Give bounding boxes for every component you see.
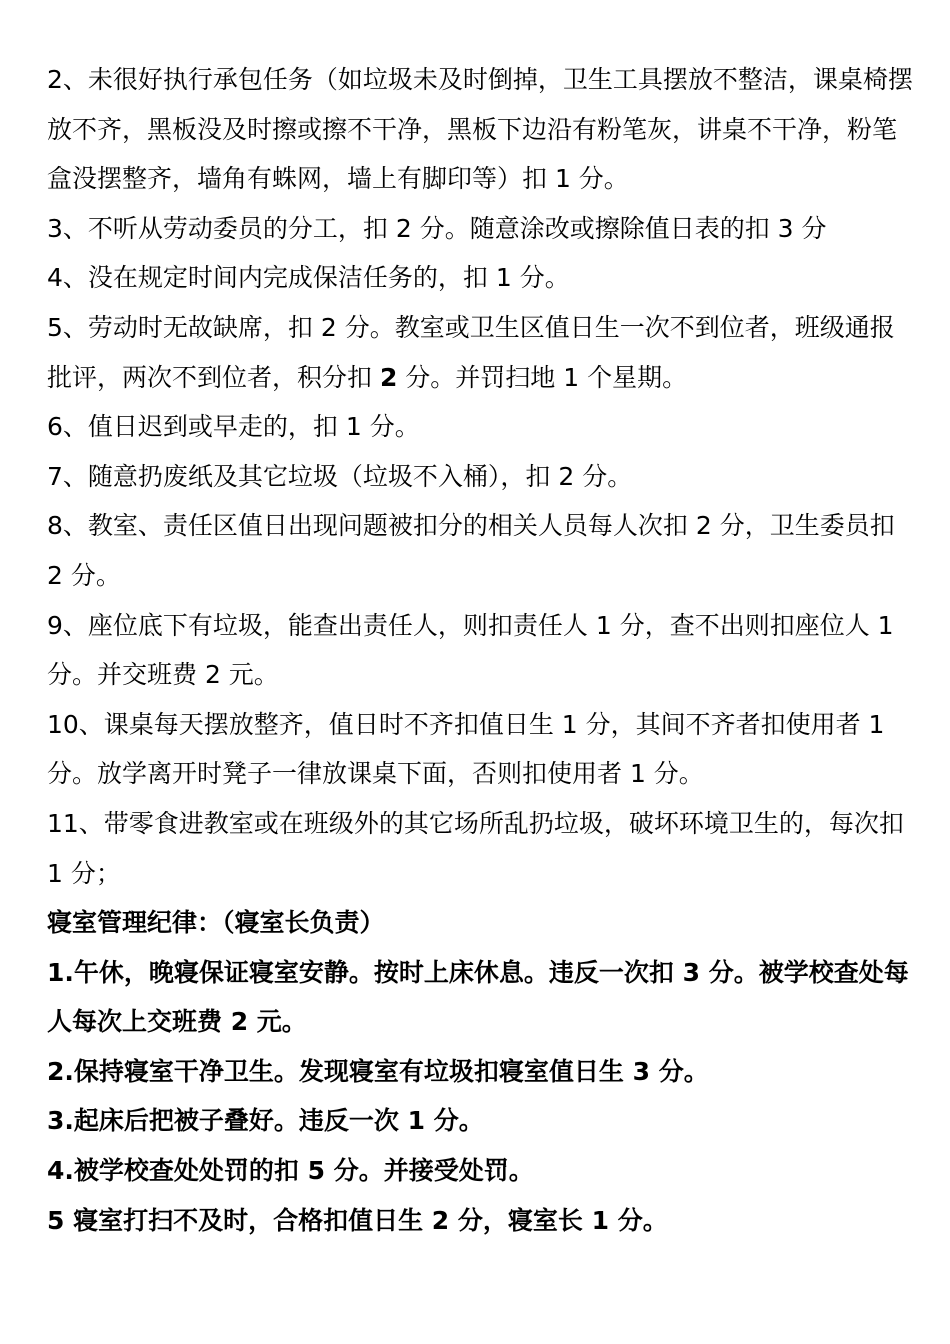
dorm-rule-3: 3.起床后把被子叠好。违反一次 1 分。 — [47, 1106, 484, 1136]
rule-5-text-a: 5、劳动时无故缺席，扣 2 分。教室或卫生区值日生一次不到位者，班级通报批评，两次不到位者，积分扣 — [47, 312, 895, 392]
dorm-rule-4: 4.被学校查处处罚的扣 5 分。并接受处罚。 — [47, 1156, 534, 1186]
dorm-section-heading: 寝室管理纪律：（寝室长负责） — [47, 908, 385, 938]
dorm-rule-1: 1.午休，晚寝保证寝室安静。按时上床休息。违反一次扣 3 分。被学校查处每人每次上交班费 2 元。 — [47, 957, 909, 1037]
rule-5-text-b: 分。并罚扫地 1 个星期。 — [397, 362, 688, 392]
rule-6: 6、值日迟到或早走的，扣 1 分。 — [47, 412, 420, 442]
rule-3: 3、不听从劳动委员的分工，扣 2 分。随意涂改或擦除值日表的扣 3 分 — [47, 213, 827, 243]
rule-5-bold-number: 2 — [379, 362, 398, 392]
rule-9: 9、座位底下有垃圾，能查出责任人，则扣责任人 1 分，查不出则扣座位人 1 分。并交班费 2 元。 — [47, 610, 894, 690]
dorm-rule-2: 2.保持寝室干净卫生。发现寝室有垃圾扣寝室值日生 3 分。 — [47, 1056, 709, 1086]
rule-11: 11、带零食进教室或在班级外的其它场所乱扔垃圾，破坏环境卫生的，每次扣 1 分； — [47, 808, 904, 888]
document-page — [47, 55, 913, 1245]
dorm-rule-5: 5 寝室打扫不及时，合格扣值日生 2 分，寝室长 1 分。 — [47, 1205, 668, 1235]
rule-7: 7、随意扔废纸及其它垃圾（垃圾不入桶），扣 2 分。 — [47, 461, 633, 491]
rule-5 — [47, 303, 913, 402]
rule-10: 10、课桌每天摆放整齐，值日时不齐扣值日生 1 分，其间不齐者扣使用者 1 分。放学离开时凳子一律放课桌下面，否则扣使用者 1 分。 — [47, 709, 885, 789]
rule-2: 2、未很好执行承包任务（如垃圾未及时倒掉，卫生工具摆放不整洁，课桌椅摆放不齐，黑板没及时擦或擦不干净，黑板下边沿有粉笔灰，讲桌不干净，粉笔盒没摆整齐，墙角有蛛网，墙上有脚印等）扣 1 分。 — [47, 65, 913, 194]
rule-4: 4、没在规定时间内完成保洁任务的，扣 1 分。 — [47, 263, 570, 293]
rule-8: 8、教室、责任区值日出现问题被扣分的相关人员每人次扣 2 分，卫生委员扣 2 分。 — [47, 511, 895, 590]
